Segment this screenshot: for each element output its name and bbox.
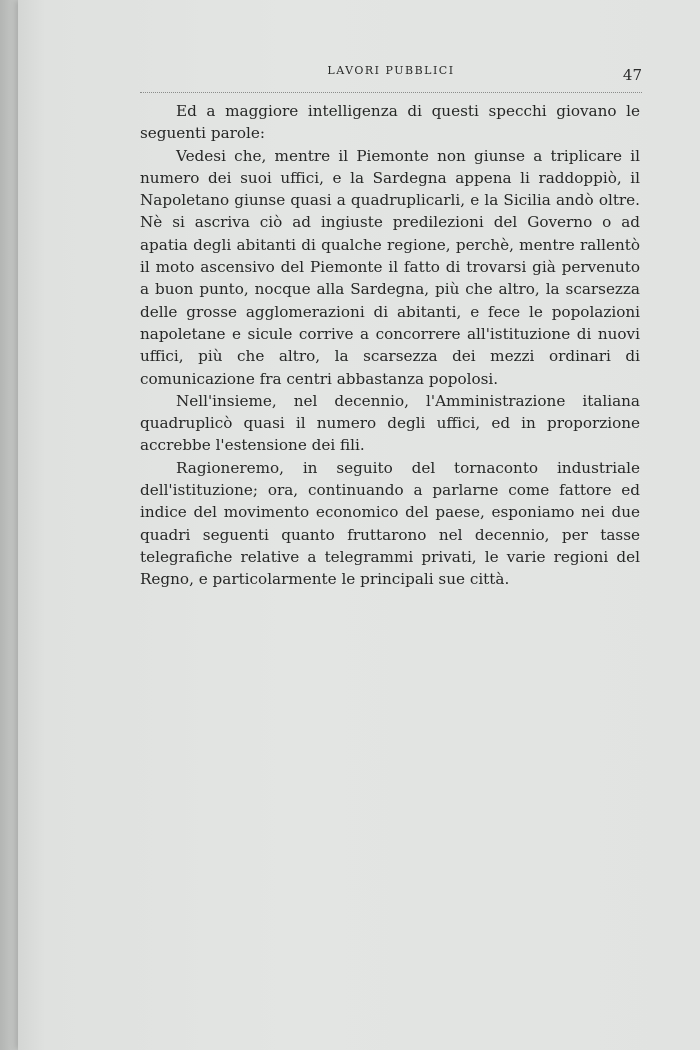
running-head: LAVORI PUBBLICI bbox=[327, 64, 455, 77]
paragraph: Nell'insieme, nel decennio, l'Amministrazione italiana quadruplicò quasi il numero degli uffici, ed in proporzione accrebbe l'estensione dei fili. bbox=[140, 391, 640, 455]
paragraph: Vedesi che, mentre il Piemonte non giunse a triplicare il numero dei suoi uffici, e la Sardegna appena li raddoppiò, il Napoletano giunse quasi a quadruplicarli, e la Sicilia andò oltre. Nè si ascriva ciò ad ingiuste predilezioni del Governo o ad apatia degli abitanti di qualche regione, perchè, mentre rallentò il moto ascensivo del Piemonte il fatto di trovarsi già pervenuto a buon punto, nocque alla Sardegna, più che altro, la scarsezza delle grosse agglomerazioni di abitanti, e fece le popolazioni napoletane e sicule corrive a concorrere all'istituzione di nuovi uffici, più che altro, la scarsezza dei mezzi ordinari di comunicazione fra centri abbastanza popolosi. bbox=[140, 146, 640, 388]
body-text bbox=[140, 100, 640, 591]
paragraph: Ragioneremo, in seguito del tornaconto industriale dell'istituzione; ora, continuando a parlarne come fattore ed indice del movimento economico del paese, esponiamo nei due quadri seguenti quanto fruttarono nel decennio, per tasse telegrafiche relative a telegrammi privati, le varie regioni del Regno, e particolarmente le principali sue città. bbox=[140, 458, 640, 589]
page-header bbox=[140, 58, 642, 93]
paragraph: Ed a maggiore intelligenza di questi specchi giovano le seguenti parole: bbox=[140, 102, 640, 143]
page-number: 47 bbox=[622, 66, 642, 84]
book-gutter bbox=[0, 0, 18, 1050]
